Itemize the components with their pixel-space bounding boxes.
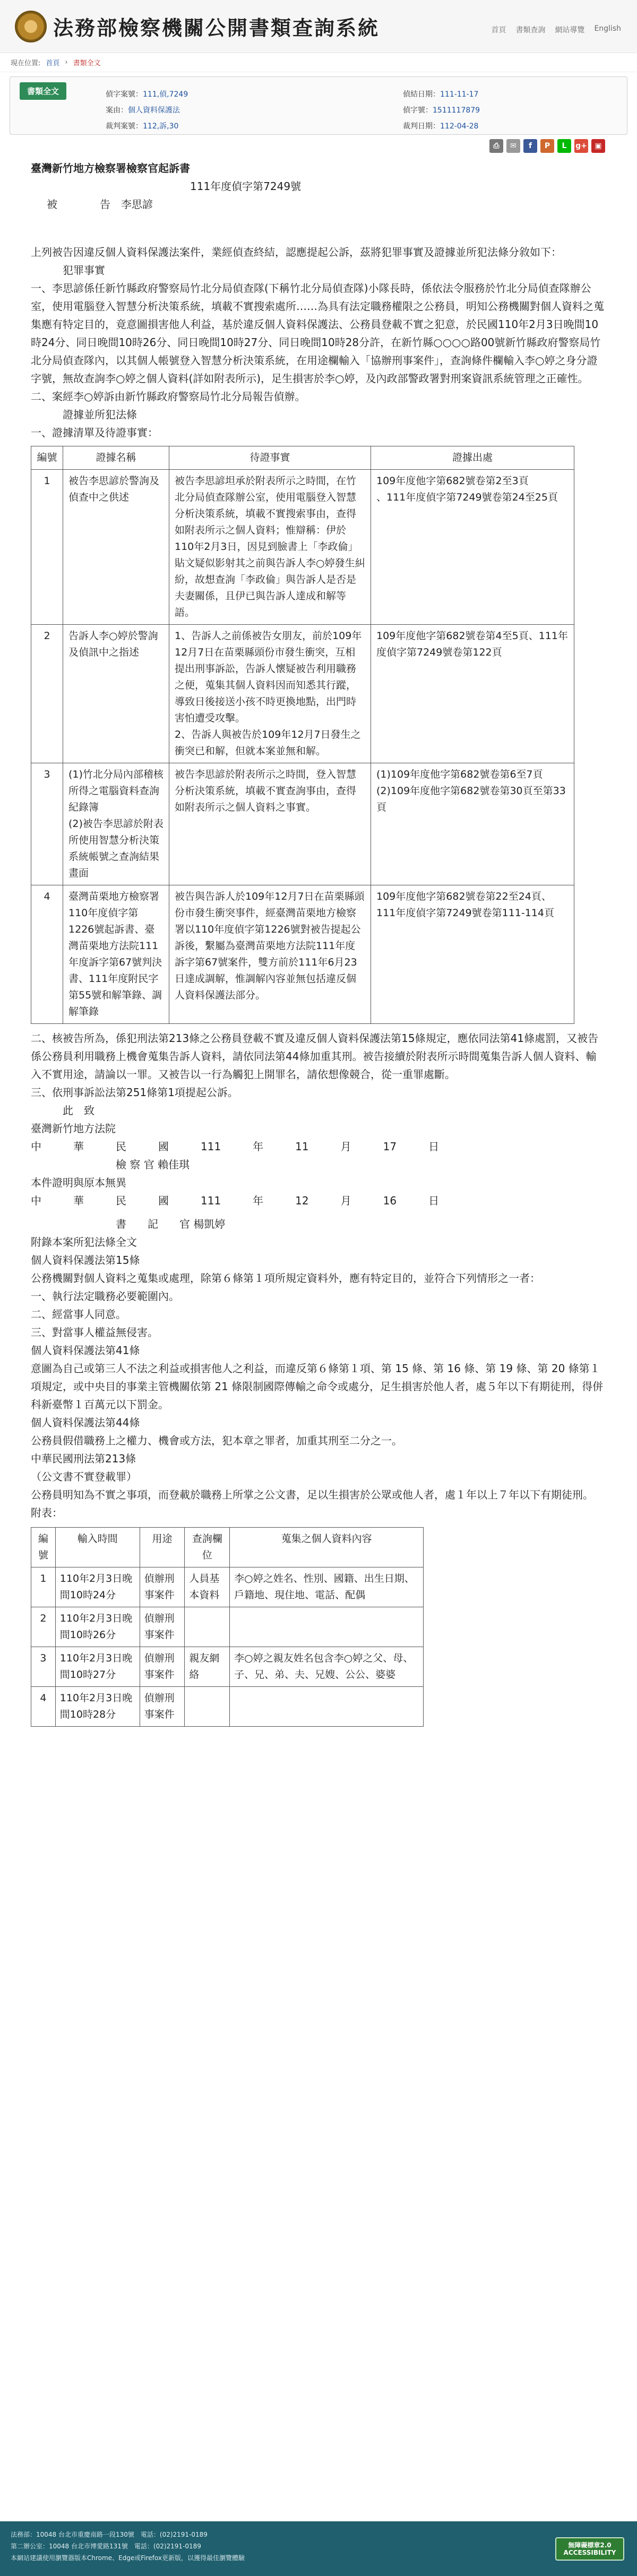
fact-paragraph-2: 二、案經李○婷訴由新竹縣政府警察局竹北分局報告偵辦。 (31, 390, 306, 403)
appendix-heading: 附錄本案所犯法條全文 (31, 1236, 137, 1248)
law-paragraph-2: 二、核被告所為，係犯刑法第213條之公務員登載不實及違反個人資料保護法第15條規定，應依同法第41條處罰，又被告係公務員利用職務上機會蒐集告訴人資料，請依同法第44條加重其刑。被告接續於附表所示時間蒐集告訴人個人資料、輸入不實用途，請論以一罪。又被告以一行為觸犯上開罪名，請依想像競合，從一重罪處斷。 (31, 1032, 599, 1081)
info-key: 偵字號： (403, 106, 433, 115)
row-number: 2 (31, 1607, 56, 1647)
date-line-2: 中 華 民 國 111 年 12 月 16 日 (31, 1194, 440, 1207)
addressee-court: 臺灣新竹地方法院 (31, 1122, 116, 1135)
evidence-source: 109年度他字第682號卷第2至3頁 、111年度偵字第7249號卷第24至25頁 (371, 470, 574, 625)
evidence-name: 臺灣苗栗地方檢察署110年度偵字第1226號起訴書、臺灣苗栗地方法院111年度訴字第67號判決書、111年度附民字第55號和解筆錄、調解筆錄 (63, 885, 169, 1024)
usage: 偵辦刑事案件 (140, 1607, 185, 1647)
footer-address-line: 法務部：10048 台北市重慶南路一段130號 電話：(02)2191-0189 (11, 2531, 208, 2538)
site-footer (0, 2521, 637, 2576)
document-case-number: 111年度偵字第7249號 (190, 180, 302, 193)
evidence-table-header (31, 446, 574, 470)
row-number: 3 (31, 1647, 56, 1687)
breadcrumb-separator: › (65, 58, 68, 66)
column-header: 編號 (31, 1528, 56, 1567)
evidence-fact: 1、告訴人之前係被告女朋友，前於109年12月7日在苗栗縣頭份市發生衝突，互相提出刑事訴訟，告訴人懷疑被告利用職務之便，蒐集其個人資料因而知悉其行蹤，導致日後接送小孩不時更換地點，出門時害怕遭受攻擊。 2、告訴人與被告於109年12月7日發生之衝突已和解，但就本案並無和解。 (169, 625, 371, 763)
document-intro: 上列被告因違反個人資料保護法案件，業經偵查終結，認應提起公訴，茲將犯罪事實及證據並所犯法條分敘如下： (31, 246, 562, 259)
ministry-seal-logo (15, 11, 47, 42)
evidence-name: (1)竹北分局內部稽核所得之電腦資料查詢紀錄簿 (2)被告李思諺於附表所使用智慧分析決策系統帳號之查詢結果畫面 (63, 763, 169, 885)
query-field: 人員基本資料 (185, 1567, 230, 1607)
row-number: 3 (31, 763, 63, 885)
facebook-icon[interactable]: f (523, 139, 537, 153)
row-number: 1 (31, 470, 63, 625)
footer-address-line: 第二辦公室：10048 台北市博愛路131號 電話：(02)2191-0189 (11, 2543, 201, 2550)
collected-data (230, 1607, 424, 1647)
evidence-fact: 被告與告訴人於109年12月7日在苗栗縣頭份市發生衝突事件，經臺灣苗栗地方檢察署以110年度偵字第1226號對被告提起公訴後，繫屬為臺灣苗栗地方法院111年度訴字第67號案件，雙方前於111年6月23日達成調解，惟調解內容並無包括違反個人資料保護法部分。 (169, 885, 371, 1024)
input-time: 110年2月3日晚間10時24分 (55, 1567, 140, 1607)
evidence-heading: 證據並所犯法條 (63, 408, 137, 421)
full-text-tab[interactable]: 書類全文 (20, 82, 66, 100)
collected-data: 李○婷之親友姓名包含李○婷之父、母、子、兄、弟、夫、兄嫂、公公、婆婆 (230, 1647, 424, 1687)
evidence-source: 109年度他字第682號卷第4至5頁、111年度偵字第7249號卷第122頁 (371, 625, 574, 763)
evidence-fact: 被告李思諺坦承於附表所示之時間，在竹北分局偵查隊辦公室，使用電腦登入智慧分析決策系統，填載不實搜索事由，查得如附表所示之個人資料；惟辯稱：伊於110年2月3日，因見到臉書上「李政倫」貼文疑似影射其之前與告訴人李○婷發生糾紛，故想查詢「李政倫」與告訴人是否是夫妻關係，且伊已與告訴人達成和解等語。 (169, 470, 371, 625)
collected-data (230, 1687, 424, 1727)
table-row (31, 885, 574, 1024)
nav-english[interactable]: English (594, 24, 621, 33)
line-icon[interactable]: L (557, 139, 571, 153)
table-row (31, 1607, 424, 1647)
evidence-table (31, 446, 574, 1024)
info-key: 裁判案號： (106, 122, 143, 131)
appendix-table-header (31, 1528, 424, 1567)
column-header: 證據出處 (371, 446, 574, 470)
fact-paragraph-1: 一、李思諺係任新竹縣政府警察局竹北分局偵查隊(下稱竹北分局偵查隊)小隊長時，係依法令服務於竹北分局偵查隊辦公室，使用電腦登入智慧分析決策系統，填載不實搜索處所……為具有法定職務權限之公務員，明知公務機關對個人資料之蒐集應有特定目的，竟意圖損害他人利益，基於違反個人資料保護法、公務員登載不實之犯意，於民國110年2月3日晚間10時24分、同日晚間10時26分、同日晚間10時27分、同日晚間10時28分許，在新竹縣○○○○路00號新竹縣政府警察局竹北分局偵查隊內，以其個人帳號登入智慧分析決策系統，在用途欄輸入「協辦刑事案件」，查詢條件欄輸入李○婷之身分證字號，無故查詢李○婷之個人資料(詳如附表所示)，足生損害於李○婷，及內政部警政署對刑案資訊系統管理之正確性。 (31, 282, 604, 385)
collected-data: 李○婷之姓名、性別、國籍、出生日期、戶籍地、現住地、電話、配偶 (230, 1567, 424, 1607)
evidence-intro: 一、證據清單及待證事實： (31, 426, 158, 439)
row-number: 4 (31, 885, 63, 1024)
info-key: 偵結日期： (403, 90, 440, 99)
prosecutor-signature: 檢 察 官 賴佳琪 (116, 1158, 190, 1171)
plurk-icon[interactable]: P (540, 139, 554, 153)
row-number: 2 (31, 625, 63, 763)
info-value: 個人資料保護法 (128, 106, 180, 115)
pdf-icon[interactable]: ▣ (591, 139, 605, 153)
breadcrumb-current: 書類全文 (73, 59, 101, 67)
column-header: 用途 (140, 1528, 185, 1567)
evidence-fact: 被告李思諺於附表所示之時間，登入智慧分析決策系統，填載不實查詢事由，查得如附表所示之個人資料之事實。 (169, 763, 371, 885)
site-title[interactable]: 法務部檢察機關公開書類查詢系統 (53, 16, 380, 40)
print-icon[interactable]: ⎙ (489, 139, 503, 153)
breadcrumb-home-link[interactable]: 首頁 (46, 59, 60, 67)
nav-home[interactable]: 首頁 (491, 26, 506, 35)
clerk-signature: 書 記 官 楊凱婷 (116, 1218, 226, 1230)
evidence-name: 被告李思諺於警詢及偵查中之供述 (63, 470, 169, 625)
footer-browser-note: 本網站建議使用瀏覽器版本Chrome、Edge或Firefox更新版，以獲得最佳瀏覽體驗 (11, 2554, 245, 2562)
column-header: 編號 (31, 446, 63, 470)
appendix-law-text: 個人資料保護法第15條 公務機關對個人資料之蒐集或處理，除第６條第１項所規定資料外，應有特定目的，並符合下列情形之一者： 一、執行法定職務必要範圍內。 二、經當事人同意。 三、對當事人權益無侵害。 個人資料保護法第41條 意圖為自己或第三人不法之利益或損害他人之利益，而違反第６條第１項、第 15 條、第 16 條、第 19 條、第 20 條第１項規定，或中央目的事業主管機關依第 21 條限制國際傳輸之命令或處分，足生損害於他人者，處５年以下有期徒刑，得併科新臺幣１百萬元以下罰金。 個人資料保護法第44條 公務員假借職務上之權力、機會或方法，犯本章之罪者，加重其刑至二分之一。 中華民國刑法第213條 （公文書不實登載罪） 公務員明知為不實之事項，而登載於職務上所掌之公文書，足以生損害於公眾或他人者，處１年以上７年以下有期徒刑。 附表： (31, 1254, 604, 1519)
table-row (31, 1567, 424, 1607)
addressee-salutation: 此 致 (63, 1104, 94, 1117)
facts-heading: 犯罪事實 (63, 264, 105, 277)
query-field: 親友網絡 (185, 1647, 230, 1687)
case-info-panel (10, 76, 627, 135)
nav-sitemap[interactable]: 網站導覽 (555, 26, 585, 35)
info-value: 1511117879 (433, 106, 480, 115)
info-value: 112-04-28 (440, 122, 479, 131)
certification-line: 本件證明與原本無異 (31, 1176, 126, 1189)
accessibility-badge[interactable]: 無障礙標章2.0 ACCESSIBILITY (555, 2537, 624, 2561)
evidence-source: 109年度他字第682號卷第22至24頁、111年度偵字第7249號卷第111-114頁 (371, 885, 574, 1024)
case-info-grid (106, 89, 626, 131)
indictment-document (31, 159, 604, 1727)
column-header: 蒐集之個人資料內容 (230, 1528, 424, 1567)
usage: 偵辦刑事案件 (140, 1687, 185, 1727)
usage: 偵辦刑事案件 (140, 1647, 185, 1687)
input-time: 110年2月3日晚間10時27分 (55, 1647, 140, 1687)
info-key: 偵字案號： (106, 90, 143, 99)
table-row (31, 763, 574, 885)
appendix-table (31, 1527, 424, 1727)
top-nav (491, 24, 621, 35)
breadcrumb (0, 53, 637, 72)
table-row (31, 1687, 424, 1727)
evidence-source: (1)109年度他字第682號卷第6至7頁 (2)109年度他字第682號卷第30頁至第33頁 (371, 763, 574, 885)
document-defendant: 被 告 李思諺 (47, 198, 153, 211)
info-value: 111-11-17 (440, 90, 479, 99)
query-field (185, 1607, 230, 1647)
info-key: 案由： (106, 106, 128, 115)
row-number: 1 (31, 1567, 56, 1607)
query-field (185, 1687, 230, 1727)
table-row (31, 470, 574, 625)
usage: 偵辦刑事案件 (140, 1567, 185, 1607)
column-header: 待證事實 (169, 446, 371, 470)
input-time: 110年2月3日晚間10時28分 (55, 1687, 140, 1727)
date-line-1: 中 華 民 國 111 年 11 月 17 日 (31, 1140, 440, 1153)
info-key: 裁判日期： (403, 122, 440, 131)
row-number: 4 (31, 1687, 56, 1727)
nav-search[interactable]: 書類查詢 (515, 26, 546, 35)
column-header: 查詢欄位 (185, 1528, 230, 1567)
law-paragraph-3: 三、依刑事訴訟法第251條第1項提起公訴。 (31, 1086, 238, 1099)
info-value: 111,偵,7249 (143, 90, 188, 99)
evidence-name: 告訴人李○婷於警詢及偵訊中之指述 (63, 625, 169, 763)
site-header (0, 0, 637, 53)
input-time: 110年2月3日晚間10時26分 (55, 1607, 140, 1647)
document-court: 臺灣新竹地方檢察署檢察官起訴書 (31, 162, 190, 175)
email-icon[interactable]: ✉ (506, 139, 520, 153)
table-row (31, 1647, 424, 1687)
column-header: 輸入時間 (55, 1528, 140, 1567)
column-header: 證據名稱 (63, 446, 169, 470)
share-toolbar (489, 139, 605, 153)
google-plus-icon[interactable]: g+ (574, 139, 588, 153)
breadcrumb-prefix: 現在位置: (11, 59, 41, 67)
table-row (31, 625, 574, 763)
info-value[interactable]: 112,訴,30 (143, 122, 179, 131)
